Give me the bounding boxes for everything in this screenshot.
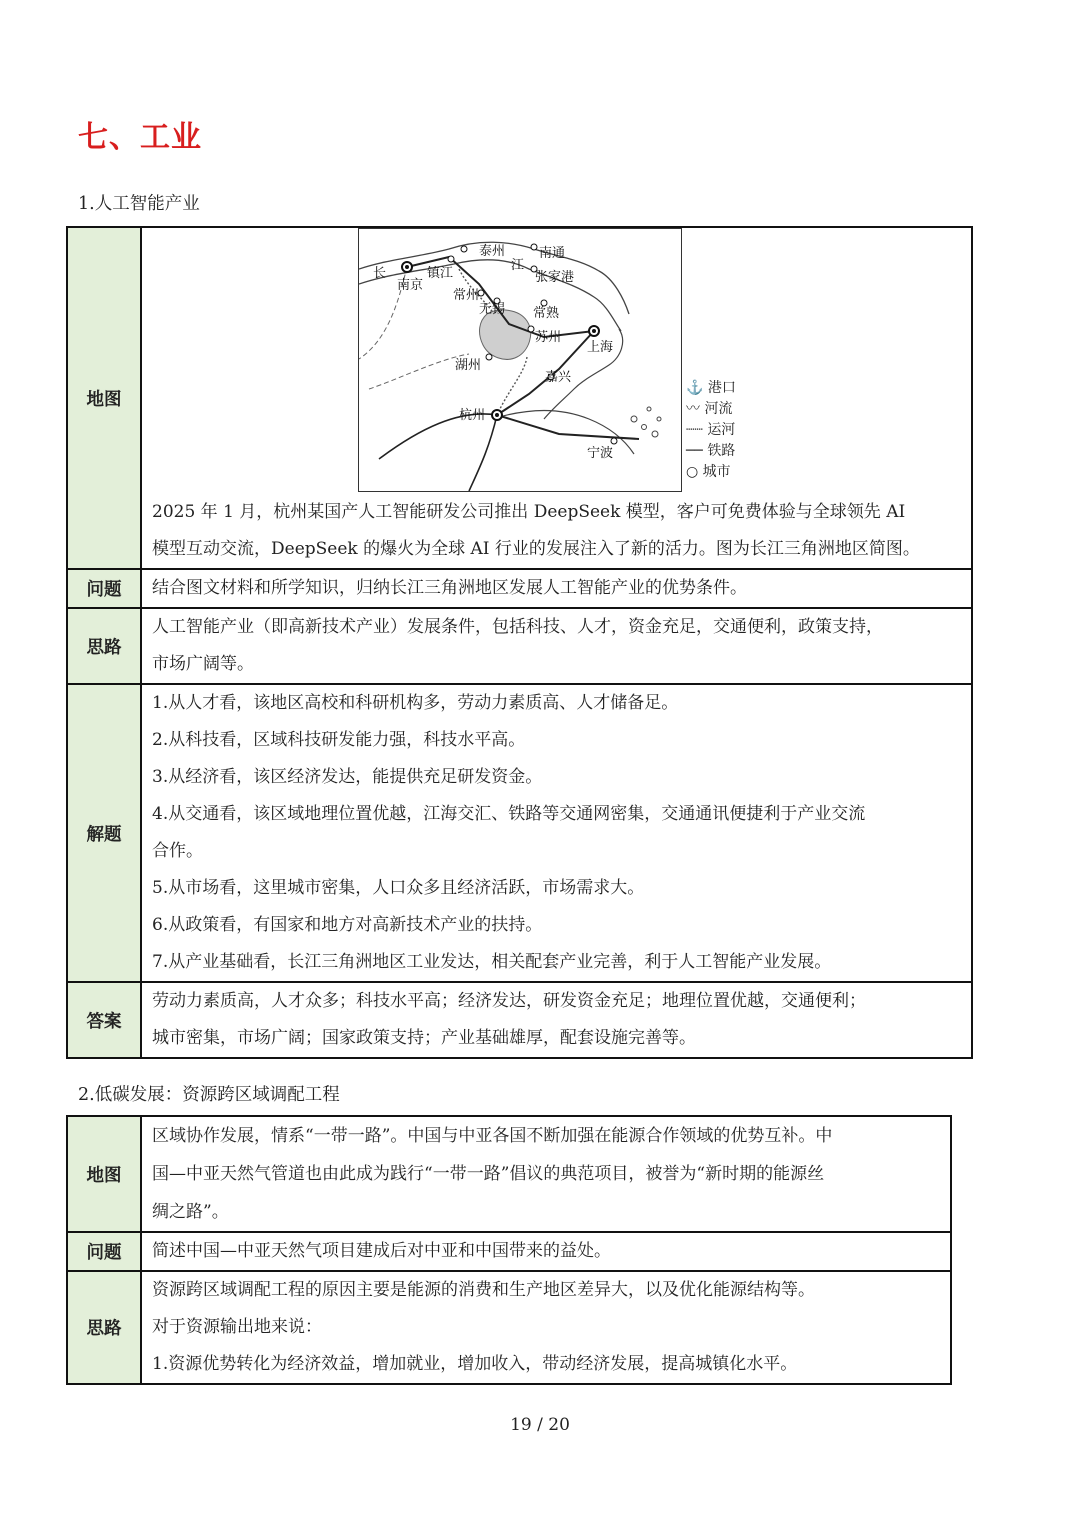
answer-line-1: 劳动力素质高，人才众多；科技水平高；经济发达，研发资金充足；地理位置优越，交通便利； [152,991,866,1011]
city-nanjing-dot [405,265,409,269]
city-hangzhou-dot [495,413,499,417]
railway-south [469,415,497,491]
island [631,416,637,422]
legend-port [686,378,736,399]
boundary-2 [369,354,469,389]
map-cell [141,227,972,569]
map-label-suzhou: 苏州 [535,330,562,345]
solution-line: 1.从人才看，该地区高校和科研机构多，劳动力素质高、人才储备足。 [152,693,679,713]
map-label-changshu: 常熟 [533,306,560,321]
legend-river [686,399,736,420]
map-row [67,227,972,569]
island [657,417,661,421]
thinking-row [67,608,972,684]
island [647,407,651,411]
map-label-ningbo: 宁波 [587,446,614,461]
section-title-lowcarbon: 2.低碳发展：资源跨区域调配工程 [78,1085,340,1105]
thinking-line-2: 市场广阔等。 [152,654,254,674]
solution-row [67,684,972,982]
question-label: 问题 [67,569,141,608]
chapter-title: 七、工业 [78,120,202,155]
solution-line: 7.从产业基础看，长江三角洲地区工业发达，相关配套产业完善，利于人工智能产业发展。 [152,952,832,972]
answer-label: 答案 [67,982,141,1058]
map-label-wuxi: 无锡 [479,302,506,317]
map-label-shanghai: 上海 [587,340,614,355]
map-label-zhangjiagang: 张家港 [535,270,575,285]
legend-railway-label: 铁路 [707,443,736,459]
map-legend [686,378,736,483]
map-label-taizhou: 泰州 [479,244,506,259]
city-zhenjiang [448,256,454,262]
map-label-zhenjiang: 镇江 [427,266,454,281]
map-text-line-1: 2025 年 1 月，杭州某国产人工智能研发公司推出 DeepSeek 模型，客户可免费体验与全球领先 AI [152,502,906,522]
solution-line: 5.从市场看，这里城市密集，人口众多且经济活跃，市场需求大。 [152,878,645,898]
map-label-nantong: 南通 [539,246,566,261]
ai-industry-table [66,226,973,1059]
map-label-nanjing: 南京 [397,278,424,293]
map-label-changzhou: 常州 [453,288,480,303]
railway-icon: ── [686,443,703,459]
city-icon: ○ [686,464,699,480]
legend-city [686,462,736,483]
map-text-line: 绸之路”。 [152,1202,229,1222]
question-text: 结合图文材料和所学知识，归纳长江三角洲地区发展人工智能产业的优势条件。 [141,569,972,608]
thinking-row-2 [67,1271,951,1384]
legend-river-label: 河流 [704,401,733,417]
map-label-hangzhou: 杭州 [459,408,486,423]
solution-line: 3.从经济看，该区经济发达，能提供充足研发资金。 [152,767,543,787]
legend-canal-label: 运河 [707,422,736,438]
city-nantong [531,244,537,250]
island [652,431,658,437]
solution-line: 2.从科技看，区域科技研发能力强，科技水平高。 [152,730,526,750]
solution-line: 6.从政策看，有国家和地方对高新技术产业的扶持。 [152,915,543,935]
thinking-line-1: 人工智能产业（即高新技术产业）发展条件，包括科技、人才，资金充足，交通便利，政策支持， [152,617,883,637]
map-label: 地图 [67,227,141,569]
question-text-2: 简述中国—中亚天然气项目建成后对中亚和中国带来的益处。 [141,1232,951,1271]
section-title-ai: 1.人工智能产业 [78,194,200,214]
river-icon: 〰 [686,401,700,417]
thinking-line: 资源跨区域调配工程的原因主要是能源的消费和生产地区差异大，以及优化能源结构等。 [152,1280,815,1300]
island [642,425,647,430]
thinking-label: 思路 [67,608,141,684]
anchor-icon: ⚓ [686,380,704,396]
hangzhou-bay [499,411,634,455]
question-row [67,569,972,608]
thinking-line: 对于资源输出地来说： [152,1317,322,1337]
thinking-line: 1.资源优势转化为经济效益，增加就业，增加收入，带动经济发展，提高城镇化水平。 [152,1354,798,1374]
map-label-jiaxing: 嘉兴 [545,370,572,385]
solution-line: 合作。 [152,841,203,861]
legend-railway [686,441,736,462]
map-text-line-2: 模型互动交流，DeepSeek 的爆火为全球 AI 行业的发展注入了新的活力。图为长江三角洲地区简图。 [152,539,920,559]
legend-port-label: 港口 [707,380,736,396]
lowcarbon-table [66,1115,952,1385]
map-text-line: 国—中亚天然气管道也由此成为践行“一带一路”倡议的典范项目，被誉为“新时期的能源丝 [152,1164,825,1184]
map-row-2 [67,1116,951,1232]
solution-label: 解题 [67,684,141,982]
page-number: 19 / 20 [510,1415,570,1435]
legend-canal [686,420,736,441]
map-label-chang: 长 [373,266,387,281]
solution-line: 4.从交通看，该区域地理位置优越，江海交汇、铁路等交通网密集，交通通讯便捷利于产业交流 [152,804,866,824]
map-svg [359,229,681,491]
city-shanghai-dot [592,329,596,333]
question-label-2: 问题 [67,1232,141,1271]
map-text-line: 区域协作发展，情系“一带一路”。中国与中亚各国不断加强在能源合作领域的优势互补。中 [152,1126,833,1146]
answer-line-2: 城市密集，市场广阔；国家政策支持；产业基础雄厚，配套设施完善等。 [152,1028,696,1048]
city-huzhou [486,354,492,360]
map-figure [142,228,971,490]
map-label-huzhou: 湖州 [455,358,482,373]
city-suzhou [528,326,534,332]
thinking-label-2: 思路 [67,1271,141,1384]
city-taizhou [461,246,467,252]
map-label-jiang: 江 [511,258,525,273]
city-ningbo [611,438,617,444]
legend-city-label: 城市 [702,464,731,480]
question-row-2 [67,1232,951,1271]
map-label-2: 地图 [67,1116,141,1232]
yangtze-delta-map [358,228,682,492]
answer-row [67,982,972,1058]
canal-icon: ┈┈ [686,422,703,438]
